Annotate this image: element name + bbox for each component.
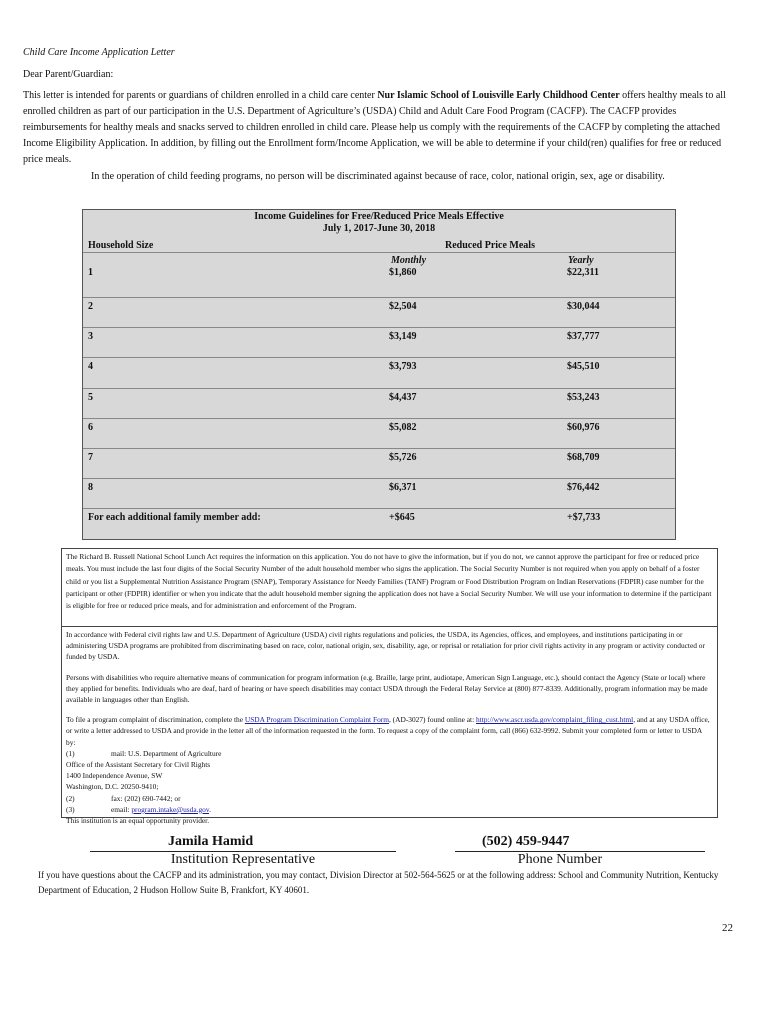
household-size-cell: For each additional family member add: bbox=[88, 512, 261, 524]
mail-number: (1) bbox=[66, 748, 75, 758]
table-row bbox=[83, 253, 675, 298]
mail-line-3: 1400 Independence Avenue, SW bbox=[66, 771, 163, 781]
monthly-income-cell: $5,082 bbox=[389, 421, 417, 433]
email-line bbox=[66, 804, 713, 815]
mail-line bbox=[66, 748, 713, 759]
yearly-income-cell: $53,243 bbox=[567, 391, 600, 403]
table-row bbox=[83, 298, 675, 328]
yearly-income-cell: $37,777 bbox=[567, 331, 600, 343]
representative-label: Institution Representative bbox=[170, 852, 316, 867]
center-name: Nur Islamic School of Louisville Early Childhood Center bbox=[377, 90, 620, 101]
page-number: 22 bbox=[722, 922, 733, 934]
document-title: Child Care Income Application Letter bbox=[23, 47, 175, 58]
contact-paragraph: If you have questions about the CACFP and its administration, you may contact, Division Director at 502-564-5625 or at the following address: School and Community Nutrition, Kentucky Department of Education, 2 Hudson Hollow Suite B, Frankfort, KY 40601. bbox=[38, 870, 719, 895]
monthly-income-cell: $4,437 bbox=[389, 391, 417, 403]
yearly-column-header: Yearly bbox=[568, 255, 594, 266]
yearly-income-cell: +$7,733 bbox=[567, 512, 601, 524]
monthly-income-cell: +$645 bbox=[389, 512, 415, 524]
reduced-price-header: Reduced Price Meals bbox=[445, 240, 535, 251]
complaint-mid: , (AD-3027) found online at: bbox=[388, 715, 477, 725]
monthly-income-cell: $6,371 bbox=[389, 482, 417, 494]
intro-paragraph bbox=[23, 88, 735, 168]
phone-label: Phone Number bbox=[517, 852, 603, 867]
complaint-rest: , and at any USDA office, or write a letter addressed to USDA and provide in the letter all of the information requested in the form. To request a copy of the complaint form, call (866) 632-9992. Submit your completed form or letter to USDA by: bbox=[66, 715, 710, 747]
table-body bbox=[83, 253, 675, 539]
privacy-act-statement: The Richard B. Russell National School Lunch Act requires the information on this application. You do not have to give the information, but if you do not, we cannot approve the participant for free or reduced price meals. You must include the last four digits of the Social Security Number of the adult household member who signs the application. The Social Security Number is not required when you apply on behalf of a foster child or you list a Supplemental Nutrition Assistance Program (SNAP), Temporary Assistance for Needy Families (TANF) Program or Food Distribution Program on Indian Reservations (FDPIR) case number for the participant or other (FDPIR) identifier or when you indicate that the adult household member signing the application does not have a Social Security Number. We will use your information to determine if the participant is eligible for free or reduced price meals, and for administration and enforcement of the Program. bbox=[62, 549, 717, 627]
phone-signature-line bbox=[455, 834, 705, 852]
monthly-income-cell: $2,504 bbox=[389, 301, 417, 312]
complaint-paragraph bbox=[66, 714, 713, 748]
disabilities-paragraph: Persons with disabilities who require alternative means of communication for program information (e.g. Braille, large print, audiotape, American Sign Language, etc.), should contact the Agency (State or local) where they applied for benefits. Individuals who are deaf, hard of hearing or have speech disabilities may contact USDA through the Federal Relay Service at (800) 877-8339. Additionally, program information may be made available in languages other than English. bbox=[66, 672, 708, 705]
mail-text: mail: U.S. Department of Agriculture bbox=[111, 748, 222, 758]
table-row bbox=[83, 419, 675, 449]
email-link[interactable]: program.intake@usda.gov bbox=[131, 804, 210, 814]
table-title-block bbox=[83, 211, 675, 235]
monthly-column-header: Monthly bbox=[391, 255, 427, 266]
civil-rights-paragraph: In accordance with Federal civil rights law and U.S. Department of Agriculture (USDA) civil rights regulations and policies, the USDA, its Agencies, offices, and employees, and institutions participating in or administering USDA programs are prohibited from discriminating based on race, color, national origin, sex, disability, age, or reprisal or retaliation for prior civil rights activity in any program or activity conducted or funded by USDA. bbox=[66, 630, 705, 662]
table-title: Income Guidelines for Free/Reduced Price Meals Effective bbox=[254, 211, 504, 222]
table-row bbox=[83, 389, 675, 419]
table-row bbox=[83, 328, 675, 358]
representative-signature-line bbox=[90, 834, 396, 852]
table-row bbox=[83, 479, 675, 509]
household-size-cell: 2 bbox=[88, 301, 93, 312]
household-size-cell: 7 bbox=[88, 451, 93, 463]
yearly-income-cell: $30,044 bbox=[567, 301, 600, 312]
yearly-income-cell: $76,442 bbox=[567, 482, 600, 494]
yearly-income-cell: $22,311 bbox=[567, 267, 599, 278]
fax-line bbox=[66, 793, 713, 804]
monthly-income-cell: $1,860 bbox=[389, 267, 417, 278]
household-size-cell: 3 bbox=[88, 331, 93, 343]
monthly-income-cell: $5,726 bbox=[389, 451, 417, 463]
email-label: email: bbox=[111, 804, 132, 814]
representative-name: Jamila Hamid bbox=[168, 834, 254, 849]
table-row bbox=[83, 449, 675, 479]
intro-text-end: offers healthy meals to all enrolled children as part of our participation in the U.S. Department of Agriculture’s (USDA) Child and Adult Care Food Program (CACFP). The CACFP provides reimbursements for healthy meals and snacks served to children enrolled in child care. Please help us comply with the requirements of the CACFP by completing the attached Income Eligibility Application. In addition, by filling out the Enrollment form/Income Application, we will be able to determine if your child(ren) qualifies for free or reduced price meals. bbox=[23, 90, 726, 165]
fax-text: fax: (202) 690-7442; or bbox=[111, 793, 181, 803]
complaint-intro: To file a program complaint of discrimination, complete the bbox=[66, 715, 245, 725]
mail-line-4: Washington, D.C. 20250-9410; bbox=[66, 782, 159, 792]
yearly-income-cell: $68,709 bbox=[567, 451, 600, 463]
fax-number: (2) bbox=[66, 793, 75, 803]
intro-text-start: This letter is intended for parents or guardians of children enrolled in a child care center bbox=[23, 90, 378, 101]
household-size-header: Household Size bbox=[88, 240, 154, 251]
table-row bbox=[83, 358, 675, 388]
email-number: (3) bbox=[66, 804, 75, 814]
complaint-url-link[interactable]: http://www.ascr.usda.gov/complaint_filing_cust.html bbox=[476, 715, 634, 725]
household-size-cell: 1 bbox=[88, 267, 93, 278]
household-size-cell: 6 bbox=[88, 421, 93, 433]
complaint-form-link[interactable]: USDA Program Discrimination Complaint Form bbox=[244, 715, 389, 725]
table-header bbox=[83, 210, 675, 253]
civil-rights-statement bbox=[66, 629, 713, 826]
yearly-income-cell: $45,510 bbox=[567, 361, 600, 373]
email-end: . bbox=[209, 804, 211, 814]
monthly-income-cell: $3,793 bbox=[389, 361, 417, 373]
yearly-income-cell: $60,976 bbox=[567, 421, 600, 433]
table-row bbox=[83, 509, 675, 539]
phone-number: (502) 459-9447 bbox=[482, 834, 570, 849]
income-guidelines-table bbox=[82, 209, 676, 540]
monthly-income-cell: $3,149 bbox=[389, 331, 417, 343]
mail-line-2: Office of the Assistant Secretary for Civil Rights bbox=[66, 760, 211, 770]
salutation: Dear Parent/Guardian: bbox=[23, 69, 114, 80]
equal-opportunity: This institution is an equal opportunity provider. bbox=[66, 816, 210, 826]
household-size-cell: 8 bbox=[88, 482, 93, 494]
table-period: July 1, 2017-June 30, 2018 bbox=[322, 223, 436, 234]
household-size-cell: 4 bbox=[88, 361, 93, 373]
usda-notice-box bbox=[61, 548, 718, 826]
household-size-cell: 5 bbox=[88, 391, 93, 403]
nondiscrimination-statement: In the operation of child feeding programs, no person will be discriminated against because of race, color, national origin, sex, age or disability. bbox=[91, 171, 665, 182]
